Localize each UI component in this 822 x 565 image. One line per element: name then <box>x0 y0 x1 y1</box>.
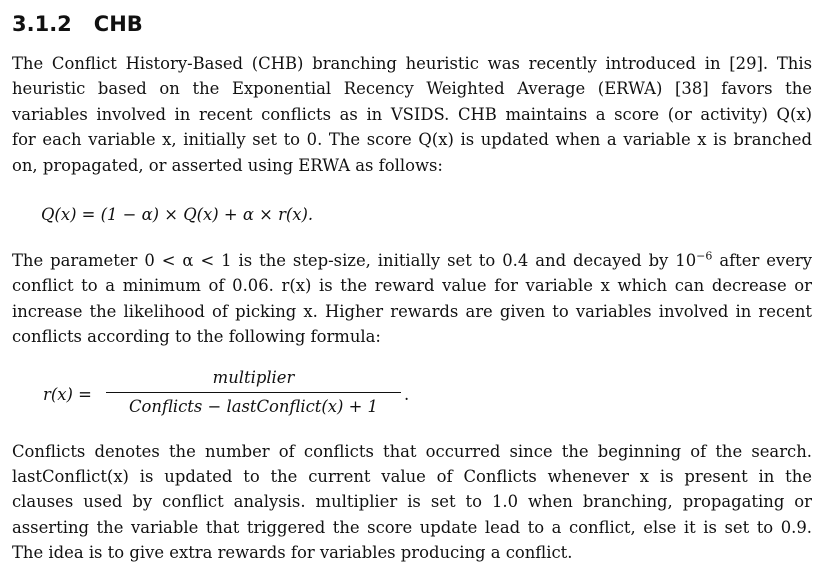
text-line: conflict to a minimum of 0.06. r(x) is the reward value for variable x which can decrease or <box>12 276 812 296</box>
paragraph-conflicts <box>12 439 812 565</box>
paragraph-chb-intro <box>12 51 812 178</box>
section-title: CHB <box>93 12 143 36</box>
text-fragment: The parameter 0 < α < 1 is the step-size, initially set to 0.4 and decayed by 10 <box>12 250 697 270</box>
reward-lhs: r(x) = <box>43 384 92 404</box>
text-line: The idea is to give extra rewards for variables producing a conflict. <box>12 543 573 563</box>
text-line <box>12 248 812 273</box>
text-line: Conflicts denotes the number of conflicts that occurred since the beginning of the search. <box>12 441 812 461</box>
text-line: heuristic based on the Exponential Recency Weighted Average (ERWA) [38] favors the <box>12 79 812 99</box>
text-line: conflicts according to the following formula: <box>12 327 381 347</box>
text-line: variables involved in recent conflicts as in VSIDS. CHB maintains a score (or activity) Q(x) <box>12 104 812 124</box>
document-page <box>12 0 812 565</box>
paragraph-step-size <box>12 248 812 350</box>
text-line: The Conflict History-Based (CHB) branching heuristic was recently introduced in [29]. This <box>12 54 812 73</box>
text-line: increase the likelihood of picking x. Higher rewards are given to variables involved in recent <box>12 301 812 321</box>
text-fragment: after every <box>712 250 812 270</box>
equation-period: . <box>404 384 410 404</box>
fraction-numerator: multiplier <box>212 367 295 387</box>
text-line: lastConflict(x) is updated to the current value of Conflicts whenever x is present in the <box>12 466 812 486</box>
equation-score-update: Q(x) = (1 − α) × Q(x) + α × r(x). <box>41 204 314 224</box>
text-line: for each variable x, initially set to 0. The score Q(x) is updated when a variable x is branched <box>12 130 812 150</box>
section-number: 3.1.2 <box>12 12 72 36</box>
equation-reward <box>12 362 812 432</box>
reward-fraction <box>106 366 401 419</box>
fraction-denominator: Conflicts − lastConflict(x) + 1 <box>128 396 378 416</box>
fraction-bar <box>106 392 401 393</box>
section-heading <box>12 4 812 44</box>
text-line: asserting the variable that triggered the score update lead to a conflict, else it is set to 0.9. <box>12 517 812 537</box>
exponent: −6 <box>696 249 713 263</box>
text-line: clauses used by conflict analysis. multiplier is set to 1.0 when branching, propagating or <box>12 492 812 512</box>
text-line: on, propagated, or asserted using ERWA as follows: <box>12 155 443 175</box>
